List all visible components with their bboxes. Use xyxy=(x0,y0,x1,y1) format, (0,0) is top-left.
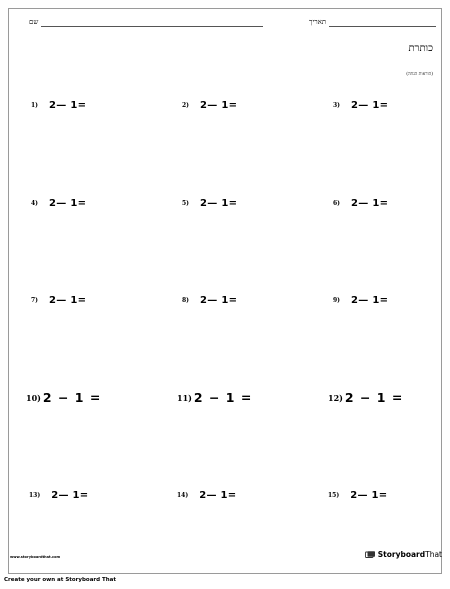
problem-number: 12) xyxy=(328,392,343,403)
problem-expression: 2— 1= xyxy=(200,198,238,209)
problem-expression: 2— 1= xyxy=(49,198,87,209)
problem-expression: 2— 1= xyxy=(49,100,87,111)
brand-name-light: That xyxy=(425,550,442,559)
problem-13 xyxy=(29,490,88,501)
problem-11 xyxy=(177,390,252,405)
problem-expression: 2— 1= xyxy=(351,198,389,209)
worksheet-title: כותרת xyxy=(408,43,433,54)
name-line xyxy=(41,26,263,27)
problem-number: 8) xyxy=(182,297,190,304)
problem-15 xyxy=(328,490,387,501)
date-label: תאריך xyxy=(309,18,327,26)
problem-expression: 2— 1= xyxy=(351,295,389,306)
problem-6 xyxy=(333,198,388,209)
problem-expression: 2— 1= xyxy=(200,100,238,111)
problem-number: 10) xyxy=(26,392,41,403)
problem-5 xyxy=(182,198,237,209)
problem-7 xyxy=(31,295,86,306)
problem-1 xyxy=(31,100,86,111)
problem-number: 3) xyxy=(333,102,341,109)
problem-14 xyxy=(177,490,236,501)
brand-name-bold: Storyboard xyxy=(377,550,426,559)
problem-number: 4) xyxy=(31,200,39,207)
worksheet-page xyxy=(8,8,442,574)
problem-expression: 2— 1= xyxy=(199,490,237,501)
problem-number: 1) xyxy=(31,102,39,109)
storyboardthat-logo[interactable] xyxy=(365,550,442,559)
problem-2 xyxy=(182,100,237,111)
create-your-own-caption[interactable]: Create your own at Storyboard That xyxy=(4,577,116,583)
worksheet-instructions: (הוראות הנחה) xyxy=(406,72,433,77)
problem-number: 14) xyxy=(177,492,189,499)
problem-number: 7) xyxy=(31,297,39,304)
problem-number: 5) xyxy=(182,200,190,207)
problem-4 xyxy=(31,198,86,209)
footer-url[interactable]: www.storyboardthat.com xyxy=(10,555,61,559)
problem-3 xyxy=(333,100,388,111)
problem-expression: 2 − 1 = xyxy=(344,390,404,405)
storyboard-logo-icon xyxy=(365,551,376,559)
problem-expression: 2— 1= xyxy=(200,295,238,306)
problem-expression: 2 − 1 = xyxy=(42,390,102,405)
problem-12 xyxy=(328,390,403,405)
date-line xyxy=(329,26,436,27)
problem-number: 13) xyxy=(29,492,41,499)
problem-8 xyxy=(182,295,237,306)
problem-9 xyxy=(333,295,388,306)
problem-expression: 2— 1= xyxy=(51,490,89,501)
problem-10 xyxy=(26,390,101,405)
problem-expression: 2 − 1 = xyxy=(193,390,253,405)
name-label: שם xyxy=(29,18,39,26)
problem-number: 11) xyxy=(177,392,192,403)
problem-expression: 2— 1= xyxy=(351,100,389,111)
problem-number: 9) xyxy=(333,297,341,304)
problem-number: 15) xyxy=(328,492,340,499)
problem-number: 2) xyxy=(182,102,190,109)
problem-expression: 2— 1= xyxy=(350,490,388,501)
problem-number: 6) xyxy=(333,200,341,207)
problem-expression: 2— 1= xyxy=(49,295,87,306)
